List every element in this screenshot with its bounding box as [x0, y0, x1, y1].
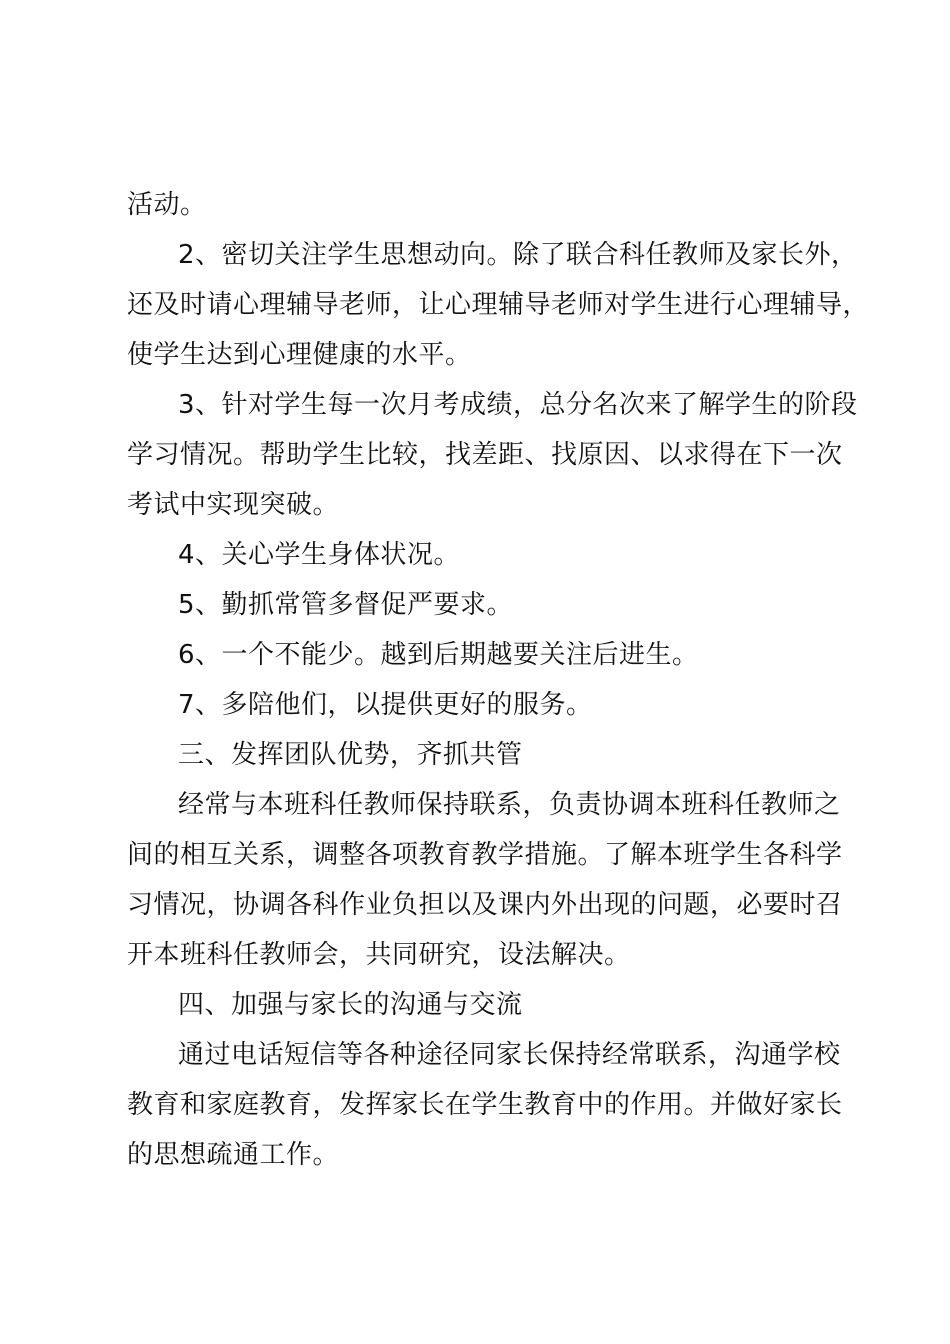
text-line: 教育和家庭教育，发挥家长在学生教育中的作用。并做好家长	[127, 1090, 843, 1120]
text-line: 7、多陪他们，以提供更好的服务。	[178, 690, 593, 720]
text-line: 活动。	[127, 190, 207, 220]
text-line: 4、关心学生身体状况。	[178, 540, 461, 570]
text-line: 开本班科任教师会，共同研究，设法解决。	[127, 940, 631, 970]
text-line: 3、针对学生每一次月考成绩，总分名次来了解学生的阶段	[178, 390, 858, 420]
text-line: 学习情况。帮助学生比较，找差距、找原因、以求得在下一次	[127, 440, 843, 470]
text-line: 经常与本班科任教师保持联系，负责协调本班科任教师之	[178, 790, 841, 820]
text-line: 考试中实现突破。	[127, 490, 340, 520]
text-line: 2、密切关注学生思想动向。除了联合科任教师及家长外，	[178, 240, 858, 270]
text-line: 通过电话短信等各种途径同家长保持经常联系，沟通学校	[178, 1040, 841, 1070]
text-line: 间的相互关系，调整各项教育教学措施。了解本班学生各科学	[127, 840, 843, 870]
text-line: 习情况，协调各科作业负担以及课内外出现的问题，必要时召	[127, 890, 843, 920]
text-line: 6、一个不能少。越到后期越要关注后进生。	[178, 640, 699, 670]
section-heading: 四、加强与家长的沟通与交流	[178, 990, 523, 1020]
text-line: 5、勤抓常管多督促严要求。	[178, 590, 514, 620]
section-heading: 三、发挥团队优势，齐抓共管	[178, 740, 523, 770]
text-line: 还及时请心理辅导老师，让心理辅导老师对学生进行心理辅导，	[127, 290, 870, 320]
text-line: 使学生达到心理健康的水平。	[127, 340, 472, 370]
text-line: 的思想疏通工作。	[127, 1140, 340, 1170]
